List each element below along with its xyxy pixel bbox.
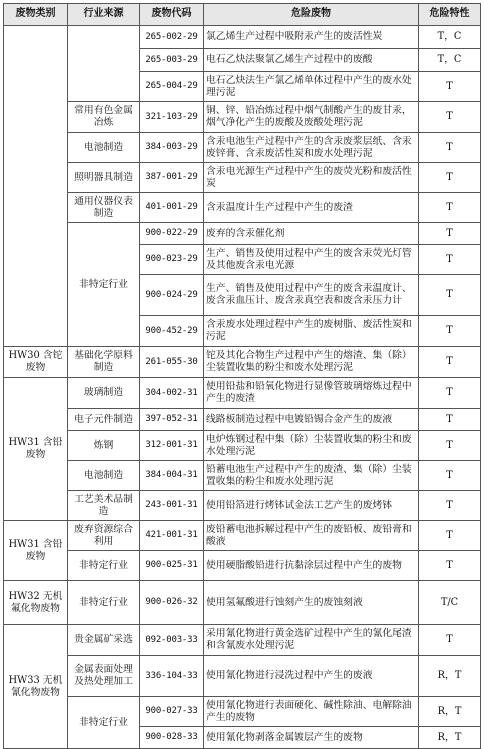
hazard-property: T，C [419, 26, 481, 49]
table-row [4, 409, 481, 431]
table-row [4, 223, 481, 245]
hazardous-waste-table [3, 3, 481, 749]
waste-code: 397-052-31 [140, 409, 204, 431]
industry-source: 非特定行业 [68, 581, 140, 625]
waste-code: 304-002-31 [140, 378, 204, 409]
waste-description: 使用氰化物进行浸洗过程中产生的废液 [204, 656, 419, 697]
industry-source: 废弃资源综合利用 [68, 521, 140, 551]
waste-description: 废弃的含汞催化剂 [204, 223, 419, 245]
waste-description: 使用硬脂酸铅进行抗黏涂层过程中产生的废物 [204, 551, 419, 581]
table-row [4, 102, 481, 133]
waste-code: 384-003-29 [140, 133, 204, 163]
waste-description: 铊及其化合物生产过程中产生的熔渣、集（除）尘装置收集的粉尘和废水处理污泥 [204, 347, 419, 378]
hazard-property: T [419, 461, 481, 491]
waste-description: 含汞电光源生产过程中产生的废荧光粉和废活性炭 [204, 163, 419, 193]
hazard-property: T [419, 347, 481, 378]
hazard-property: T [419, 521, 481, 551]
waste-code: 336-104-33 [140, 656, 204, 697]
waste-category: HW31 含铅废物 [4, 378, 68, 521]
waste-code: 900-023-29 [140, 245, 204, 275]
industry-source: 电池制造 [68, 133, 140, 163]
waste-code: 384-004-31 [140, 461, 204, 491]
hazard-property: T [419, 275, 481, 316]
industry-cell-blank [68, 26, 140, 102]
industry-source: 通用仪器仪表制造 [68, 193, 140, 223]
waste-description: 使用氢氟酸进行蚀刻产生的废蚀刻液 [204, 581, 419, 625]
header-code: 废物代码 [140, 4, 204, 26]
waste-code: 900-024-29 [140, 275, 204, 316]
waste-description: 电石乙炔法聚氯乙烯生产过程中的废酸 [204, 49, 419, 72]
waste-code: 265-002-29 [140, 26, 204, 49]
waste-description: 含汞电池生产过程中产生的含汞废浆层纸、含汞废锌膏、含汞废活性炭和废水处理污泥 [204, 133, 419, 163]
waste-category: HW31 含铅废物 [4, 521, 68, 581]
table-row [4, 625, 481, 656]
hazard-property: T [419, 378, 481, 409]
industry-source: 金属表面处理及热处理加工 [68, 656, 140, 697]
waste-description: 使用氰化物进行表面硬化、碱性除油、电解除油产生的废物 [204, 697, 419, 727]
waste-code: 312-001-31 [140, 431, 204, 461]
table-row [4, 491, 481, 521]
waste-description: 使用铅箔进行烤钵试金法工艺产生的废烤钵 [204, 491, 419, 521]
waste-code: 900-452-29 [140, 316, 204, 347]
header-category: 废物类别 [4, 4, 68, 26]
waste-code: 265-003-29 [140, 49, 204, 72]
waste-category: HW32 无机氟化物废物 [4, 581, 68, 625]
industry-source: 常用有色金属冶炼 [68, 102, 140, 133]
header-property: 危险特性 [419, 4, 481, 26]
waste-description: 使用铅盐和铅氧化物进行显像管玻璃熔炼过程中产生的废渣 [204, 378, 419, 409]
industry-source: 电子元件制造 [68, 409, 140, 431]
waste-description: 含汞废水处理过程中产生的废树脂、废活性炭和污泥 [204, 316, 419, 347]
hazard-property: T [419, 193, 481, 223]
table-row [4, 347, 481, 378]
table-row [4, 163, 481, 193]
waste-code: 321-103-29 [140, 102, 204, 133]
hazard-property: R，T [419, 697, 481, 727]
table-row [4, 697, 481, 727]
table-row [4, 378, 481, 409]
waste-description: 氯乙烯生产过程中吸附汞产生的废活性炭 [204, 26, 419, 49]
hazard-property: T，C [419, 49, 481, 72]
waste-description: 废铅蓄电池拆解过程中产生的废铅板、废铅膏和酸液 [204, 521, 419, 551]
industry-source: 炼钢 [68, 431, 140, 461]
header-industry: 行业来源 [68, 4, 140, 26]
table-row [4, 133, 481, 163]
table-row [4, 521, 481, 551]
category-cell-hw29 [4, 26, 68, 347]
hazard-property: T [419, 223, 481, 245]
waste-code: 265-004-29 [140, 72, 204, 102]
waste-category: HW33 无机氰化物废物 [4, 625, 68, 749]
waste-description: 生产、销售及使用过程中产生的废含汞温度计、废含汞血压计、废含汞真空表和废含汞压力计 [204, 275, 419, 316]
waste-description: 含汞温度计生产过程中产生的废渣 [204, 193, 419, 223]
waste-code: 900-026-32 [140, 581, 204, 625]
waste-code: 421-001-31 [140, 521, 204, 551]
waste-description: 电石乙炔法生产氯乙烯单体过程中产生的废水处理污泥 [204, 72, 419, 102]
industry-source: 非特定行业 [68, 697, 140, 749]
hazard-property: T [419, 316, 481, 347]
waste-description: 采用氰化物进行黄金选矿过程中产生的氰化尾渣和含氰废水处理污泥 [204, 625, 419, 656]
waste-code: 900-028-33 [140, 727, 204, 749]
industry-source: 工艺美术品制造 [68, 491, 140, 521]
header-waste: 危险废物 [204, 4, 419, 26]
industry-source: 非特定行业 [68, 551, 140, 581]
waste-description: 线路板制造过程中电镀铅锡合金产生的废液 [204, 409, 419, 431]
hazard-property: T [419, 133, 481, 163]
table-row [4, 431, 481, 461]
waste-code: 243-001-31 [140, 491, 204, 521]
industry-source: 照明器具制造 [68, 163, 140, 193]
industry-source: 基础化学原料制造 [68, 347, 140, 378]
table-row [4, 581, 481, 625]
hazard-property: R，T [419, 727, 481, 749]
waste-code: 900-027-33 [140, 697, 204, 727]
hazard-property: T [419, 102, 481, 133]
industry-source: 非特定行业 [68, 223, 140, 347]
waste-description: 生产、销售及使用过程中产生的废含汞荧光灯管及其他废含汞电光源 [204, 245, 419, 275]
table-row [4, 551, 481, 581]
hazard-property: T [419, 409, 481, 431]
waste-code: 900-025-31 [140, 551, 204, 581]
waste-description: 铜、锌、铅冶炼过程中烟气制酸产生的废甘汞，烟气净化产生的废酸及废酸处理污泥 [204, 102, 419, 133]
industry-source: 贵金属矿采选 [68, 625, 140, 656]
waste-code: 261-055-30 [140, 347, 204, 378]
hazard-property: T [419, 72, 481, 102]
table-header-row [4, 4, 481, 26]
table-row [4, 193, 481, 223]
industry-source: 玻璃制造 [68, 378, 140, 409]
waste-category: HW30 含铊废物 [4, 347, 68, 378]
hazard-property: T [419, 431, 481, 461]
hazard-property: T [419, 625, 481, 656]
waste-description: 使用氰化物剥落金属镀层产生的废物 [204, 727, 419, 749]
waste-code: 900-022-29 [140, 223, 204, 245]
table-row [4, 26, 481, 49]
hazard-property: T [419, 163, 481, 193]
waste-description: 电炉炼钢过程中集（除）尘装置收集的粉尘和废水处理污泥 [204, 431, 419, 461]
table-row [4, 656, 481, 697]
waste-description: 铅蓄电池生产过程中产生的废渣、集（除）尘装置收集的粉尘和废水处理污泥 [204, 461, 419, 491]
hazard-property: T [419, 491, 481, 521]
hazard-property: T [419, 245, 481, 275]
hazard-property: T/C [419, 581, 481, 625]
waste-code: 092-003-33 [140, 625, 204, 656]
industry-source: 电池制造 [68, 461, 140, 491]
waste-code: 387-001-29 [140, 163, 204, 193]
table-row [4, 461, 481, 491]
hazard-property: R，T [419, 656, 481, 697]
waste-code: 401-001-29 [140, 193, 204, 223]
hazard-property: T [419, 551, 481, 581]
